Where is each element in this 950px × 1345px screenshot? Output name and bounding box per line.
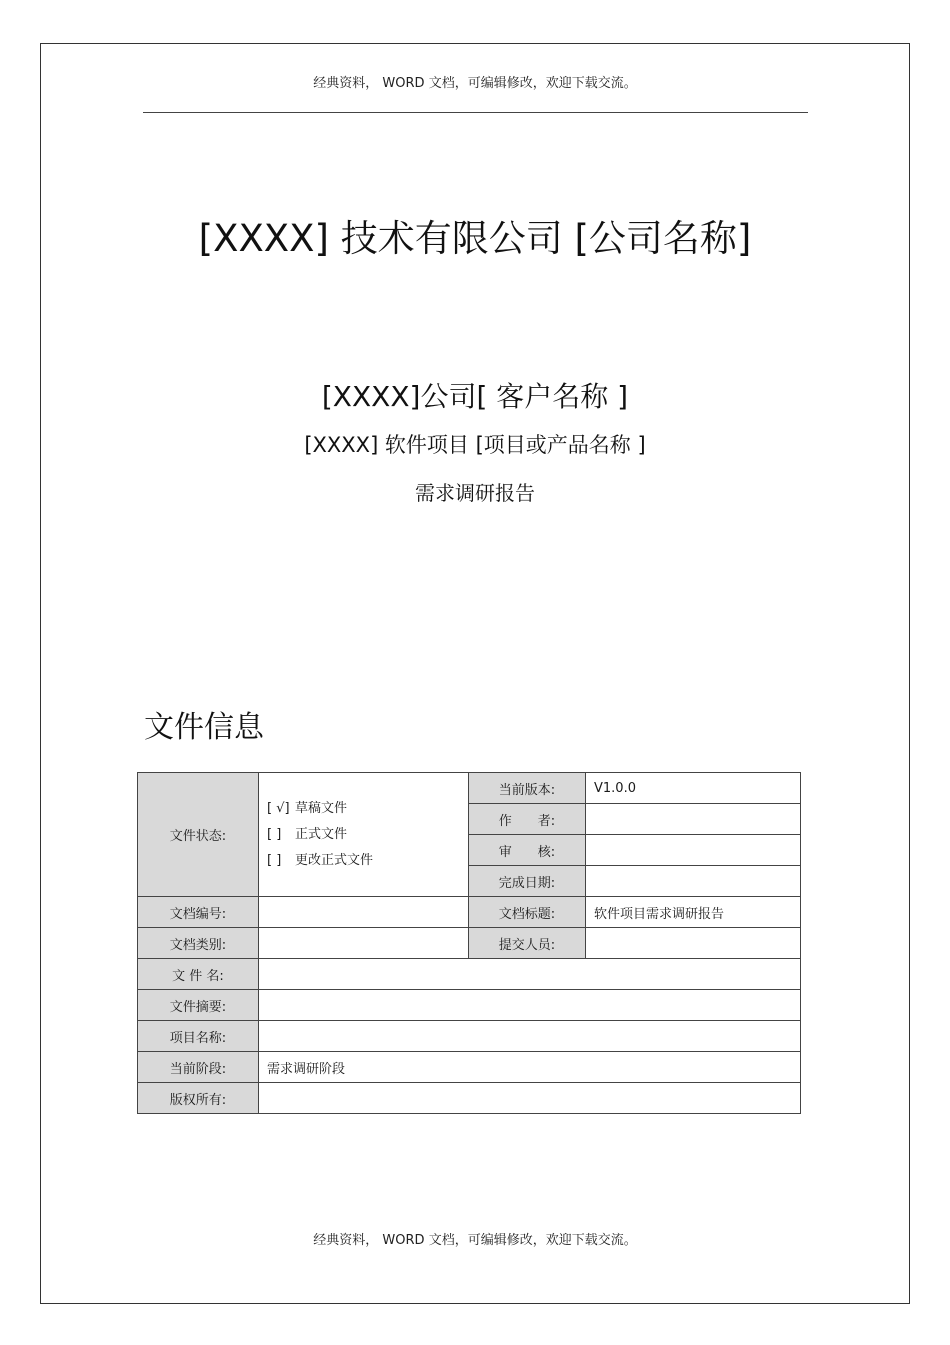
summary-value xyxy=(259,990,801,1021)
status-checkbox: [ √] xyxy=(267,800,290,816)
project-line: [XXXX] 软件项目 [项目或产品名称 ] xyxy=(304,433,646,457)
status-options xyxy=(259,773,469,897)
file-name-value xyxy=(259,959,801,990)
section-title-file-info: 文件信息 xyxy=(144,710,264,745)
review-label: 审 核: xyxy=(469,835,586,866)
table-row xyxy=(138,1052,801,1083)
table-row xyxy=(138,773,801,804)
table-row xyxy=(138,990,801,1021)
status-option-formal xyxy=(267,822,460,848)
client-line: [XXXX]公司[ 客户名称 ] xyxy=(321,380,629,413)
status-option-draft xyxy=(267,796,460,822)
project-name-value xyxy=(259,1021,801,1052)
header-rule xyxy=(143,112,808,113)
page-header-text: 经典资料， WORD 文档，可编辑修改，欢迎下载交流。 xyxy=(313,76,637,91)
copyright-label: 版权所有: xyxy=(138,1083,259,1114)
page-footer-text: 经典资料， WORD 文档，可编辑修改，欢迎下载交流。 xyxy=(313,1233,637,1248)
table-row xyxy=(138,928,801,959)
document-type: 需求调研报告 xyxy=(415,481,535,505)
summary-label: 文件摘要: xyxy=(138,990,259,1021)
doc-number-value xyxy=(259,897,469,928)
submitter-value xyxy=(586,928,801,959)
completion-date-value xyxy=(586,866,801,897)
status-option-revised xyxy=(267,848,460,874)
current-stage-value: 需求调研阶段 xyxy=(259,1052,801,1083)
file-name-label: 文 件 名: xyxy=(138,959,259,990)
doc-title-label: 文档标题: xyxy=(469,897,586,928)
version-label: 当前版本: xyxy=(469,773,586,804)
author-value xyxy=(586,804,801,835)
doc-category-value xyxy=(259,928,469,959)
table-row xyxy=(138,1083,801,1114)
status-option-label: 更改正式文件 xyxy=(295,852,374,868)
table-row xyxy=(138,1021,801,1052)
review-value xyxy=(586,835,801,866)
status-checkbox: [ ] xyxy=(267,826,282,842)
doc-category-label: 文档类别: xyxy=(138,928,259,959)
table-row xyxy=(138,897,801,928)
file-info-table xyxy=(137,772,801,1114)
status-option-label: 正式文件 xyxy=(295,826,348,842)
copyright-value xyxy=(259,1083,801,1114)
status-option-label: 草稿文件 xyxy=(295,800,348,816)
doc-number-label: 文档编号: xyxy=(138,897,259,928)
version-value: V1.0.0 xyxy=(586,773,801,804)
status-checkbox: [ ] xyxy=(267,852,282,868)
author-label: 作 者: xyxy=(469,804,586,835)
current-stage-label: 当前阶段: xyxy=(138,1052,259,1083)
completion-date-label: 完成日期: xyxy=(469,866,586,897)
status-label: 文件状态: xyxy=(138,773,259,897)
project-name-label: 项目名称: xyxy=(138,1021,259,1052)
company-title: [XXXX] 技术有限公司 [公司名称] xyxy=(198,217,752,260)
doc-title-value: 软件项目需求调研报告 xyxy=(586,897,801,928)
submitter-label: 提交人员: xyxy=(469,928,586,959)
table-row xyxy=(138,959,801,990)
